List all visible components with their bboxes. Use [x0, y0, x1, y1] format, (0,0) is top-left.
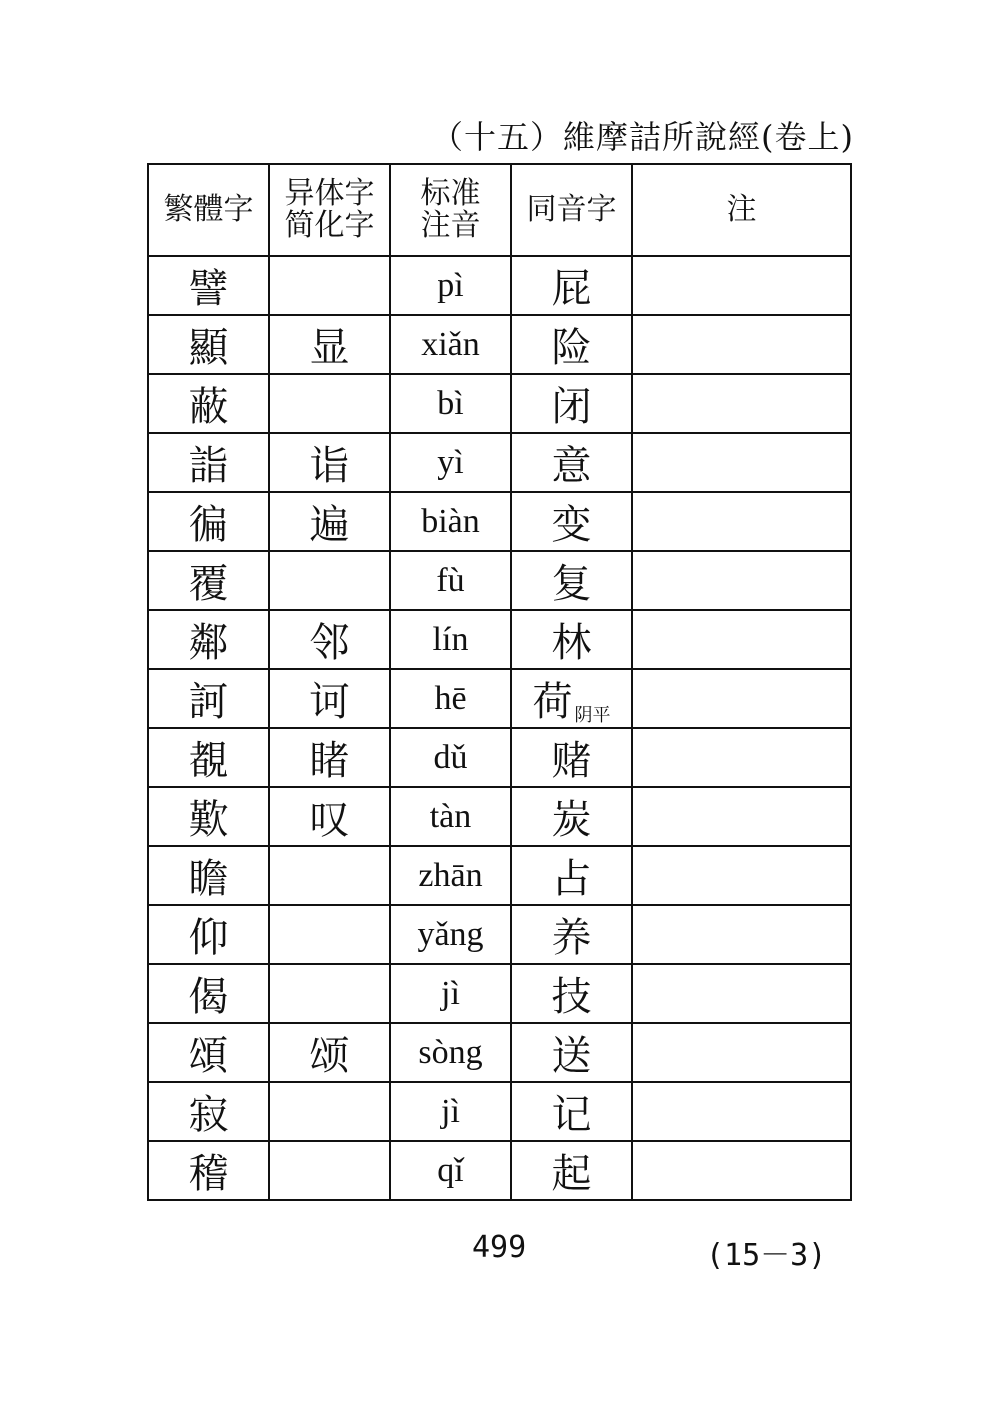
pinyin-cell: yì — [390, 433, 511, 492]
homophone-char: 技 — [551, 974, 592, 1020]
col-header-simplified-line: 简化字 — [284, 208, 375, 243]
homophone-cell — [511, 964, 632, 1023]
note-cell — [632, 905, 851, 964]
traditional-char-cell: 覆 — [148, 551, 269, 610]
note-cell — [632, 433, 851, 492]
pinyin-cell: dǔ — [390, 728, 511, 787]
homophone-char: 记 — [551, 1092, 592, 1138]
traditional-char-cell: 歎 — [148, 787, 269, 846]
homophone-cell — [511, 315, 632, 374]
simplified-char-cell: 睹 — [269, 728, 390, 787]
traditional-char-cell: 訶 — [148, 669, 269, 728]
homophone-char: 占 — [551, 856, 592, 902]
traditional-char-cell: 顯 — [148, 315, 269, 374]
simplified-char-cell — [269, 905, 390, 964]
simplified-char-cell: 诣 — [269, 433, 390, 492]
traditional-char-cell: 詣 — [148, 433, 269, 492]
traditional-char-cell: 瞻 — [148, 846, 269, 905]
col-header-variant-line: 异体字 — [284, 176, 375, 211]
simplified-char-cell: 显 — [269, 315, 390, 374]
homophone-cell — [511, 492, 632, 551]
simplified-char-cell: 诃 — [269, 669, 390, 728]
simplified-char-cell — [269, 551, 390, 610]
table-row — [148, 551, 851, 610]
table-row — [148, 1023, 851, 1082]
simplified-char-cell — [269, 1141, 390, 1200]
table-row — [148, 433, 851, 492]
pinyin-cell: yǎng — [390, 905, 511, 964]
homophone-char: 变 — [551, 502, 592, 548]
traditional-char-cell: 徧 — [148, 492, 269, 551]
note-cell — [632, 1082, 851, 1141]
traditional-char-cell: 蔽 — [148, 374, 269, 433]
pinyin-cell: zhān — [390, 846, 511, 905]
homophone-char: 送 — [551, 1033, 592, 1079]
col-header-pronunciation-line2: 注音 — [420, 208, 481, 243]
homophone-char: 闭 — [551, 384, 592, 430]
pinyin-cell: xiǎn — [390, 315, 511, 374]
traditional-char-cell: 稽 — [148, 1141, 269, 1200]
pinyin-cell: qǐ — [390, 1141, 511, 1200]
col-header-traditional-line: 繁體字 — [163, 192, 254, 227]
homophone-char: 屁 — [551, 266, 592, 312]
note-cell — [632, 315, 851, 374]
simplified-char-cell: 颂 — [269, 1023, 390, 1082]
col-header-homophone — [511, 164, 632, 256]
homophone-cell — [511, 787, 632, 846]
homophone-cell — [511, 551, 632, 610]
note-cell — [632, 1023, 851, 1082]
homophone-cell — [511, 1141, 632, 1200]
col-header-pronunciation — [390, 164, 511, 256]
table-row — [148, 1141, 851, 1200]
homophone-cell — [511, 905, 632, 964]
note-cell — [632, 787, 851, 846]
pinyin-cell: biàn — [390, 492, 511, 551]
note-cell — [632, 846, 851, 905]
homophone-char: 荷 — [532, 679, 573, 725]
table-row — [148, 492, 851, 551]
homophone-char: 意 — [551, 443, 592, 489]
table-row — [148, 787, 851, 846]
simplified-char-cell — [269, 374, 390, 433]
homophone-cell — [511, 433, 632, 492]
pinyin-cell: sòng — [390, 1023, 511, 1082]
traditional-char-cell: 仰 — [148, 905, 269, 964]
table-body — [148, 256, 851, 1200]
pinyin-cell: bì — [390, 374, 511, 433]
homophone-char: 林 — [551, 620, 592, 666]
homophone-cell — [511, 256, 632, 315]
col-header-traditional — [148, 164, 269, 256]
simplified-char-cell — [269, 964, 390, 1023]
homophone-cell — [511, 669, 632, 728]
traditional-char-cell: 寂 — [148, 1082, 269, 1141]
col-header-note-line: 注 — [726, 192, 757, 227]
homophone-char: 养 — [551, 915, 592, 961]
homophone-cell — [511, 728, 632, 787]
homophone-char: 赌 — [551, 738, 592, 784]
table-row — [148, 905, 851, 964]
table-row — [148, 256, 851, 315]
simplified-char-cell — [269, 846, 390, 905]
note-cell — [632, 964, 851, 1023]
pinyin-cell: jì — [390, 964, 511, 1023]
homophone-cell — [511, 610, 632, 669]
note-cell — [632, 610, 851, 669]
table-header-row — [148, 164, 851, 256]
note-cell — [632, 551, 851, 610]
note-cell — [632, 669, 851, 728]
homophone-char: 险 — [551, 325, 592, 371]
col-header-variant-simplified — [269, 164, 390, 256]
page-number: 499 — [472, 1230, 527, 1265]
traditional-char-cell: 覩 — [148, 728, 269, 787]
simplified-char-cell — [269, 1082, 390, 1141]
table-row — [148, 315, 851, 374]
homophone-cell — [511, 1082, 632, 1141]
note-cell — [632, 374, 851, 433]
traditional-char-cell: 鄰 — [148, 610, 269, 669]
section-code: (15－3) — [706, 1238, 827, 1273]
homophone-char: 炭 — [551, 797, 592, 843]
traditional-char-cell: 偈 — [148, 964, 269, 1023]
homophone-cell — [511, 1023, 632, 1082]
homophone-cell — [511, 846, 632, 905]
pinyin-cell: tàn — [390, 787, 511, 846]
table-row — [148, 728, 851, 787]
homophone-cell — [511, 374, 632, 433]
table-row — [148, 669, 851, 728]
col-header-homophone-line: 同音字 — [526, 192, 617, 227]
character-table — [147, 163, 852, 1201]
simplified-char-cell: 邻 — [269, 610, 390, 669]
table-row — [148, 846, 851, 905]
page-header-title: （十五）維摩詰所說經(卷上) — [431, 118, 854, 156]
homophone-char: 复 — [551, 561, 592, 607]
traditional-char-cell: 譬 — [148, 256, 269, 315]
note-cell — [632, 1141, 851, 1200]
table-row — [148, 374, 851, 433]
homophone-char: 起 — [551, 1151, 592, 1197]
table-row — [148, 964, 851, 1023]
simplified-char-cell: 叹 — [269, 787, 390, 846]
tone-note: 阴平 — [574, 705, 611, 726]
simplified-char-cell — [269, 256, 390, 315]
pinyin-cell: hē — [390, 669, 511, 728]
table-row — [148, 610, 851, 669]
col-header-note — [632, 164, 851, 256]
table-row — [148, 1082, 851, 1141]
pinyin-cell: pì — [390, 256, 511, 315]
note-cell — [632, 728, 851, 787]
note-cell — [632, 256, 851, 315]
col-header-pronunciation-line1: 标准 — [420, 176, 481, 211]
pinyin-cell: jì — [390, 1082, 511, 1141]
pinyin-cell: lín — [390, 610, 511, 669]
note-cell — [632, 492, 851, 551]
traditional-char-cell: 頌 — [148, 1023, 269, 1082]
simplified-char-cell: 遍 — [269, 492, 390, 551]
pinyin-cell: fù — [390, 551, 511, 610]
